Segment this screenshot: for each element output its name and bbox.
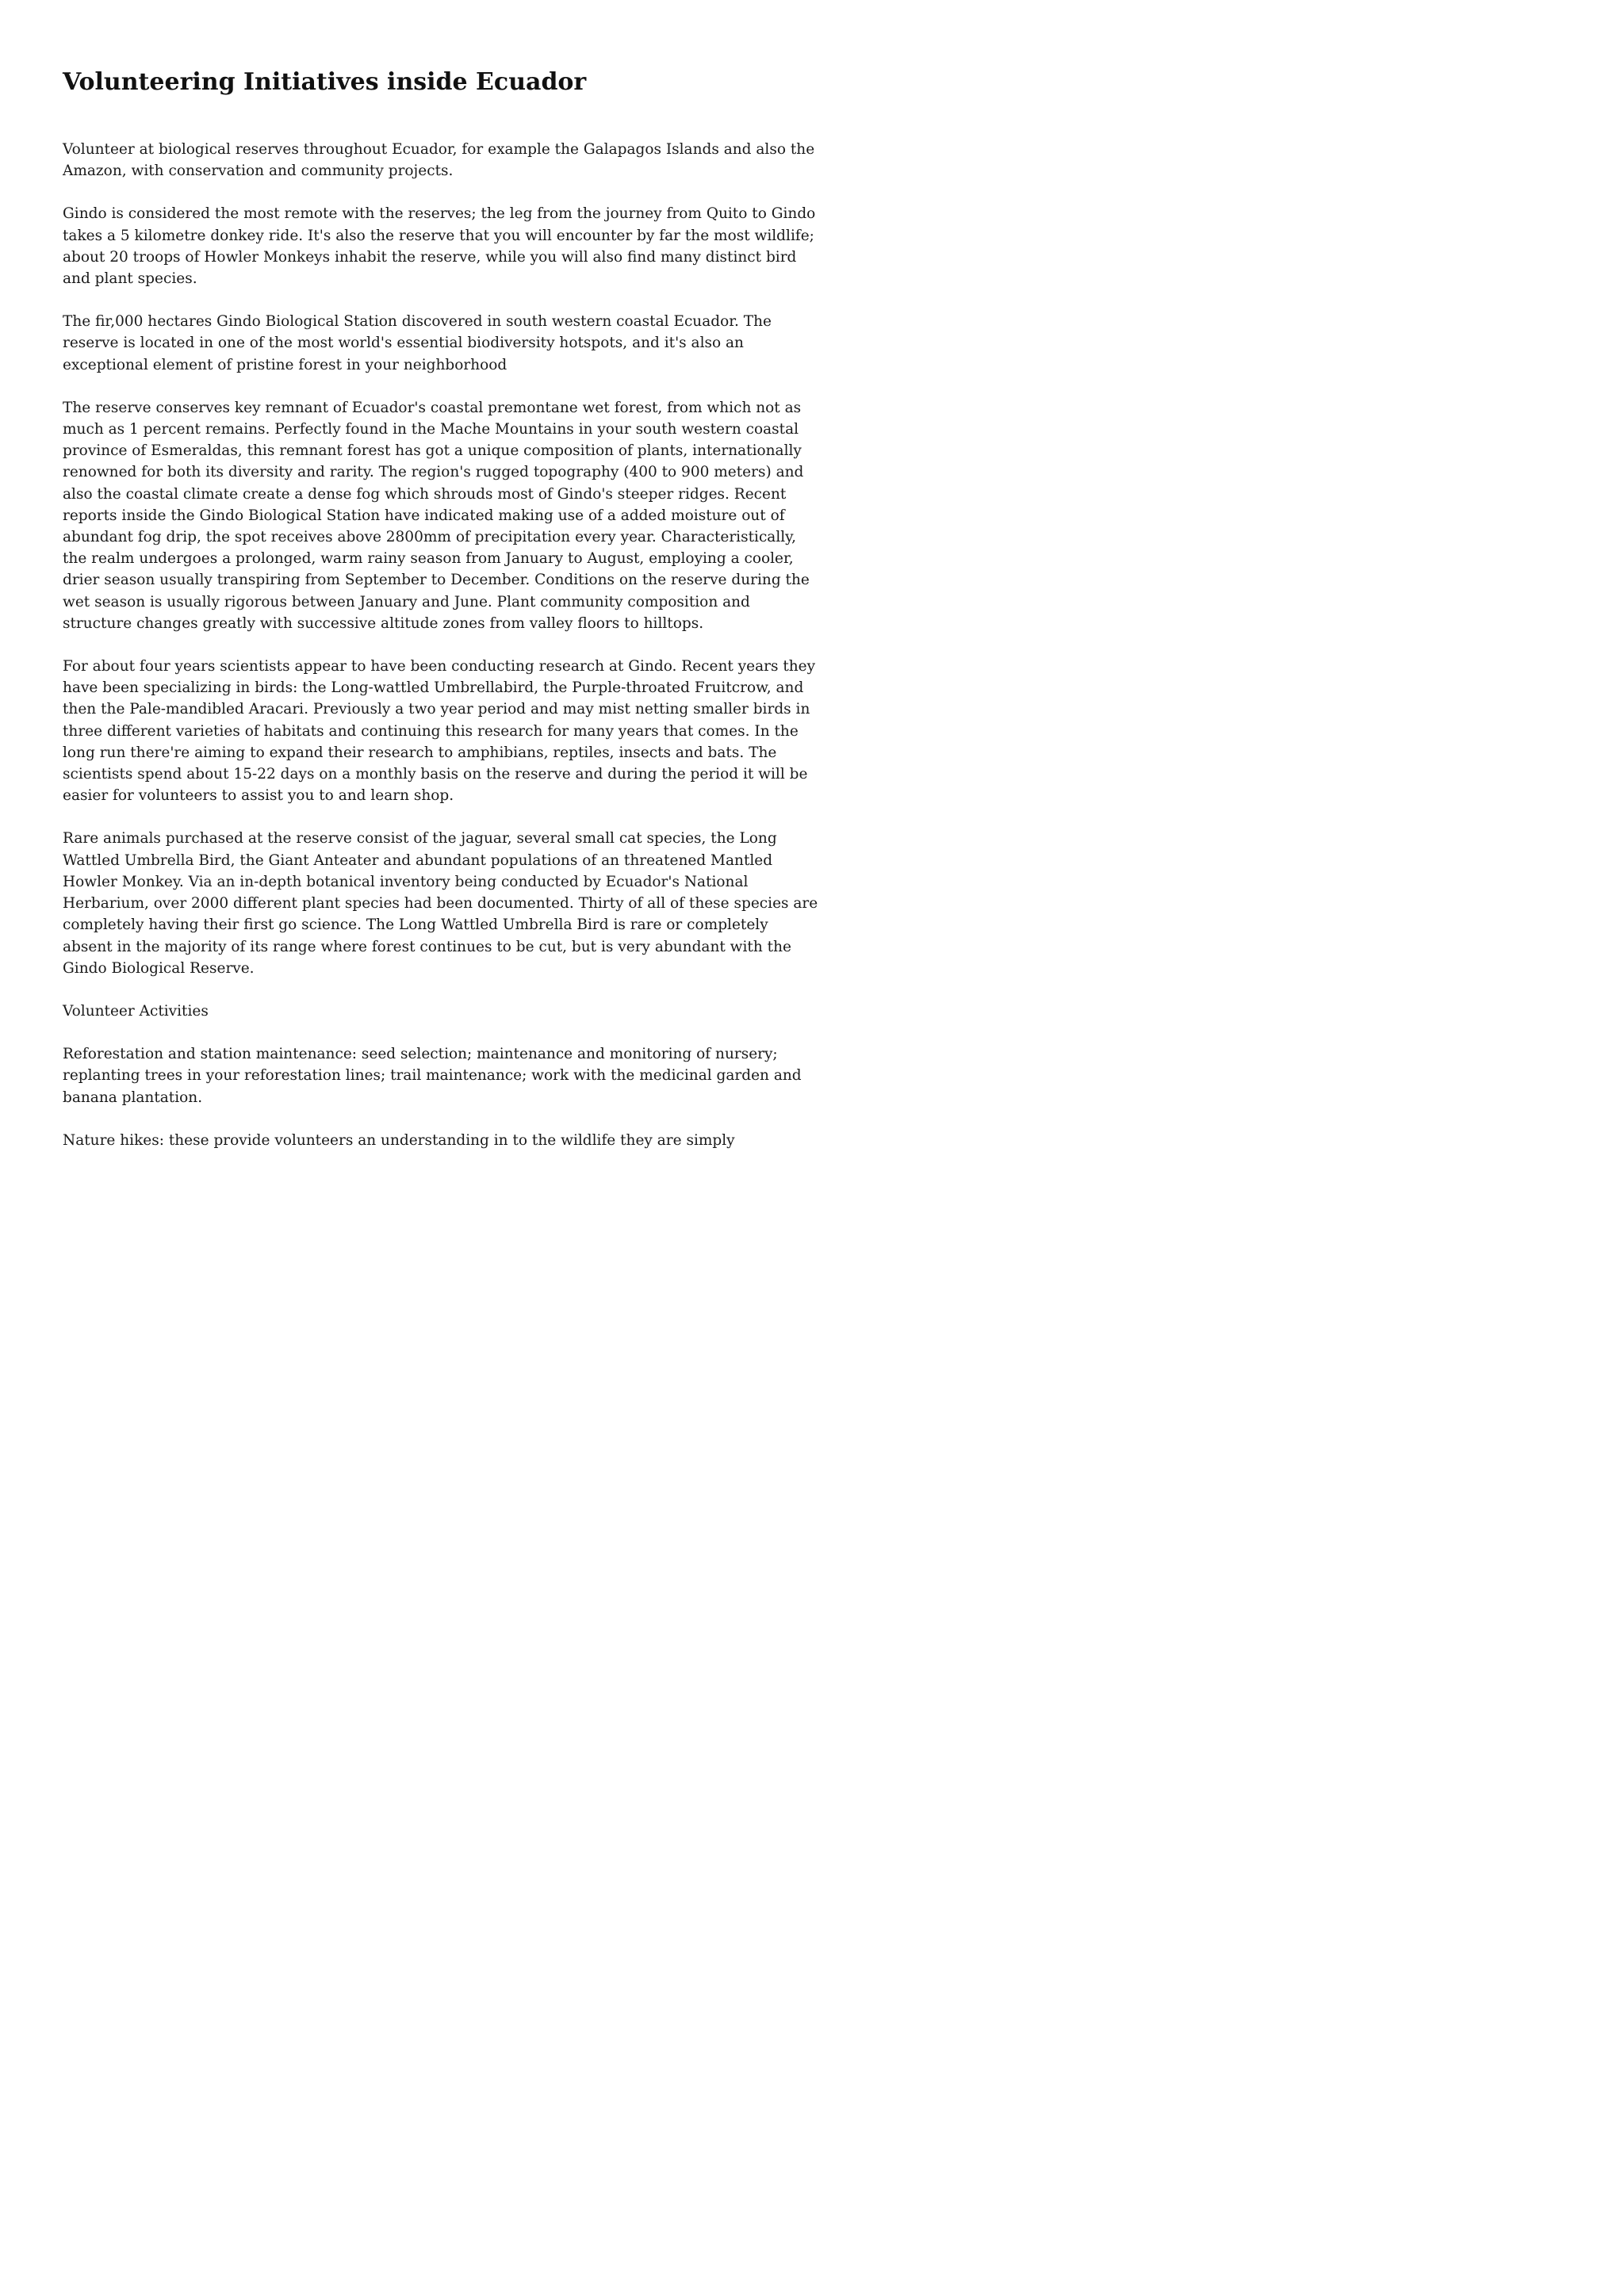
paragraph-forest-climate: The reserve conserves key remnant of Ecuador's coastal premontane wet forest, from which not as much as 1 percent remains. Perfectly found in the Mache Mountains in your south western coastal province of Esmeraldas, this remnant forest has got a unique composition of plants, internationally renowned for both its diversity and rarity. The region's rugged topography (400 to 900 meters) and also the coastal climate create a dense fog which shrouds most of Gindo's steeper ridges. Recent reports inside the Gindo Biological Station have indicated making use of a added moisture out of abundant fog drip, the spot receives above 2800mm of precipitation every year. Characteristically, the realm undergoes a prolonged, warm rainy season from January to August, employing a cooler, drier season usually transpiring from September to December. Conditions on the reserve during the wet season is usually rigorous between January and June. Plant community composition and structure changes greatly with successive altitude zones from valley floors to hilltops. [63,399,810,632]
paragraph-gindo-station: The fir,000 hectares Gindo Biological Station discovered in south western coastal Ecuador. The reserve is located in one of the most world's essential biodiversity hotspots, and it's also an exceptional element of pristine forest in your neighborhood [63,313,772,373]
paragraph-research: For about four years scientists appear to have been conducting research at Gindo. Recent years they have been specializing in birds: the Long-wattled Umbrellabird, the Purple-throated Fruitcrow, and then the Pale-mandibled Aracari. Previously a two year period and may mist netting smaller birds in three different varieties of habitats and continuing this research for many years that comes. In the long run there're aiming to expand their research to amphibians, reptiles, insects and bats. The scientists spend about 15-22 days on a monthly basis on the reserve and during the period it will be easier for volunteers to assist you to and learn shop. [63,658,816,805]
paragraph-nature-hikes: Nature hikes: these provide volunteers an understanding in to the wildlife they are simply [63,1131,735,1149]
paragraph-gindo-remote: Gindo is considered the most remote with the reserves; the leg from the journey from Quito to Gindo takes a 5 kilometre donkey ride. It's also the reserve that you will encounter by far the most wildlife; about 20 troops of Howler Monkeys inhabit the reserve, while you will also find many distinct bird and plant species. [63,205,816,288]
paragraph-reforestation: Reforestation and station maintenance: seed selection; maintenance and monitoring of nursery; replanting trees in your reforestation lines; trail maintenance; work with the medicinal garden and banana plantation. [63,1046,802,1106]
article-title: Volunteering Initiatives inside Ecuador [63,68,587,96]
section-heading-volunteer-activities: Volunteer Activities [63,1002,209,1020]
article [63,65,820,1173]
paragraph-rare-animals: Rare animals purchased at the reserve consist of the jaguar, several small cat species, the Long Wattled Umbrella Bird, the Giant Anteater and abundant populations of an threatened Mantled Howler Monkey. Via an in-depth botanical inventory being conducted by Ecuador's National Herbarium, over 2000 different plant species had been documented. Thirty of all of these species are completely having their first go science. The Long Wattled Umbrella Bird is rare or completely absent in the majority of its range where forest continues to be cut, but is very abundant with the Gindo Biological Reserve. [63,830,818,977]
paragraph-intro: Volunteer at biological reserves throughout Ecuador, for example the Galapagos Islands and also the Amazon, with conservation and community projects. [63,141,815,180]
